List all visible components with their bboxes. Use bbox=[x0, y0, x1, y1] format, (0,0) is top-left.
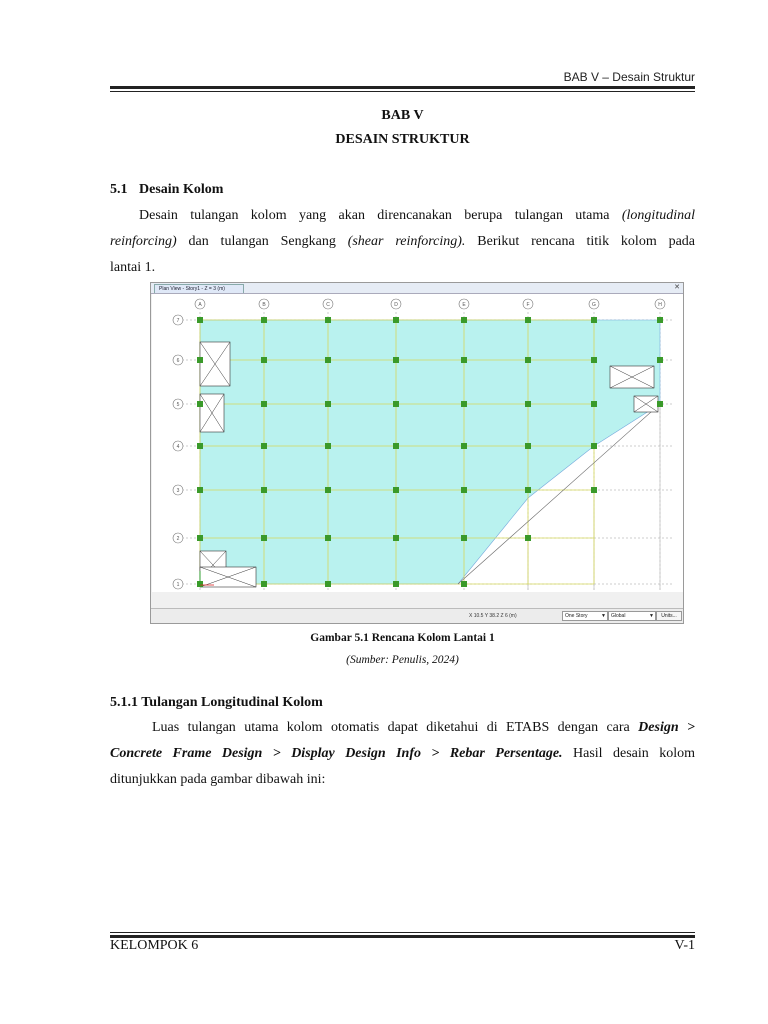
plan-view-tab[interactable]: Plan View - Story1 - Z = 3 (m) bbox=[154, 284, 244, 293]
grid-label-y: 1 bbox=[176, 582, 180, 588]
section-title: Desain Kolom bbox=[139, 182, 224, 197]
paragraph-line bbox=[110, 203, 695, 229]
bold-italic-run: Concrete Frame Design > Display Design Info > Rebar Persentage. bbox=[110, 746, 563, 761]
column-marker bbox=[393, 357, 399, 363]
column-marker bbox=[261, 443, 267, 449]
section-title: Tulangan Longitudinal Kolom bbox=[141, 695, 323, 710]
column-marker bbox=[591, 317, 597, 323]
column-marker bbox=[461, 535, 467, 541]
column-marker bbox=[591, 401, 597, 407]
column-marker bbox=[525, 401, 531, 407]
coordinate-readout: X 10.5 Y 38.2 Z 6 (m) bbox=[469, 613, 517, 619]
header-rule-thin bbox=[110, 91, 695, 92]
column-marker bbox=[525, 443, 531, 449]
page-footer bbox=[110, 938, 695, 954]
italic-run: reinforcing) bbox=[110, 234, 177, 249]
column-marker bbox=[461, 357, 467, 363]
running-header: BAB V – Desain Struktur bbox=[563, 70, 695, 84]
page-number: V-1 bbox=[674, 938, 695, 953]
column-marker bbox=[261, 581, 267, 587]
window-tab-bar bbox=[151, 283, 683, 294]
column-marker bbox=[657, 401, 663, 407]
column-marker bbox=[591, 357, 597, 363]
chapter-number: BAB V bbox=[381, 108, 424, 123]
column-marker bbox=[591, 443, 597, 449]
structural-plan-canvas bbox=[152, 294, 683, 592]
etabs-plan-view-figure bbox=[150, 282, 684, 624]
column-marker bbox=[261, 487, 267, 493]
story-dropdown-value: One Story bbox=[565, 613, 588, 619]
chevron-down-icon: ▼ bbox=[601, 613, 606, 619]
column-marker bbox=[393, 317, 399, 323]
column-marker bbox=[461, 487, 467, 493]
plan-drawing bbox=[152, 294, 683, 592]
column-marker bbox=[657, 357, 663, 363]
grid-label-x: E bbox=[462, 302, 466, 308]
text-run: Berikut rencana titik kolom pada bbox=[465, 234, 695, 249]
column-marker bbox=[525, 487, 531, 493]
paragraph-line: ditunjukkan pada gambar dibawah ini: bbox=[110, 772, 326, 787]
column-marker bbox=[525, 357, 531, 363]
units-button[interactable]: Units... bbox=[656, 611, 682, 621]
column-marker bbox=[591, 487, 597, 493]
status-bar bbox=[151, 608, 683, 623]
figure-caption: Gambar 5.1 Rencana Kolom Lantai 1 bbox=[310, 632, 495, 644]
header-rule-thick bbox=[110, 86, 695, 89]
story-dropdown[interactable] bbox=[562, 611, 608, 621]
column-marker bbox=[197, 443, 203, 449]
column-marker bbox=[197, 357, 203, 363]
column-marker bbox=[197, 535, 203, 541]
chevron-down-icon: ▼ bbox=[649, 613, 654, 619]
column-marker bbox=[461, 443, 467, 449]
figure-source: (Sumber: Penulis, 2024) bbox=[346, 654, 459, 666]
grid-label-x: H bbox=[658, 302, 662, 308]
column-marker bbox=[197, 401, 203, 407]
column-marker bbox=[261, 401, 267, 407]
text-run: dan tulangan Sengkang bbox=[176, 234, 348, 249]
close-icon[interactable]: ✕ bbox=[674, 283, 680, 291]
italic-run: (longitudinal bbox=[621, 208, 695, 223]
footer-group-name: KELOMPOK 6 bbox=[110, 938, 199, 953]
paragraph-line bbox=[110, 741, 695, 767]
column-marker bbox=[197, 487, 203, 493]
grid-label-y: 6 bbox=[176, 358, 180, 364]
paragraph-line bbox=[110, 229, 695, 255]
column-marker bbox=[261, 357, 267, 363]
column-marker bbox=[325, 487, 331, 493]
paragraph-5-1 bbox=[110, 203, 695, 281]
column-marker bbox=[525, 317, 531, 323]
column-marker bbox=[325, 443, 331, 449]
paragraph-line: lantai 1. bbox=[110, 260, 156, 275]
column-marker bbox=[461, 581, 467, 587]
column-marker bbox=[657, 317, 663, 323]
column-marker bbox=[261, 317, 267, 323]
grid-label-y: 4 bbox=[176, 444, 180, 450]
italic-run: (shear reinforcing). bbox=[347, 234, 466, 249]
grid-label-x: G bbox=[592, 302, 596, 308]
column-marker bbox=[325, 317, 331, 323]
text-run: Luas tulangan utama kolom otomatis dapat diketahui di ETABS dengan cara bbox=[152, 720, 639, 735]
grid-label-y: 5 bbox=[176, 402, 180, 408]
bold-italic-run: Design > bbox=[638, 720, 695, 735]
grid-label-x: A bbox=[198, 302, 202, 308]
section-number: 5.1.1 bbox=[110, 695, 138, 710]
text-run: Desain tulangan kolom yang akan direncanakan berupa tulangan utama bbox=[139, 208, 622, 223]
column-marker bbox=[261, 535, 267, 541]
column-marker bbox=[525, 535, 531, 541]
column-marker bbox=[393, 443, 399, 449]
column-marker bbox=[197, 317, 203, 323]
paragraph-line bbox=[110, 715, 695, 741]
text-run: Hasil desain kolom bbox=[562, 746, 695, 761]
paragraph-5-1-1 bbox=[110, 715, 695, 793]
column-marker bbox=[325, 581, 331, 587]
grid-label-y: 3 bbox=[176, 488, 180, 494]
grid-label-x: F bbox=[526, 302, 530, 308]
grid-label-y: 7 bbox=[176, 318, 180, 324]
coordinate-system-dropdown[interactable] bbox=[608, 611, 656, 621]
grid-label-y: 2 bbox=[176, 536, 180, 542]
column-marker bbox=[325, 535, 331, 541]
coordinate-system-value: Global bbox=[611, 613, 626, 619]
column-marker bbox=[393, 487, 399, 493]
section-number: 5.1 bbox=[110, 182, 128, 197]
grid-label-x: C bbox=[326, 302, 330, 308]
column-marker bbox=[461, 317, 467, 323]
section-heading-5-1-1 bbox=[110, 695, 323, 711]
column-marker bbox=[325, 357, 331, 363]
section-heading-5-1 bbox=[110, 182, 223, 198]
column-marker bbox=[461, 401, 467, 407]
chapter-title: DESAIN STRUKTUR bbox=[335, 132, 470, 147]
grid-label-x: D bbox=[394, 302, 398, 308]
footer-rule-thin bbox=[110, 932, 695, 933]
column-marker bbox=[393, 401, 399, 407]
grid-label-x: B bbox=[262, 302, 266, 308]
column-marker bbox=[393, 535, 399, 541]
column-marker bbox=[325, 401, 331, 407]
column-marker bbox=[393, 581, 399, 587]
